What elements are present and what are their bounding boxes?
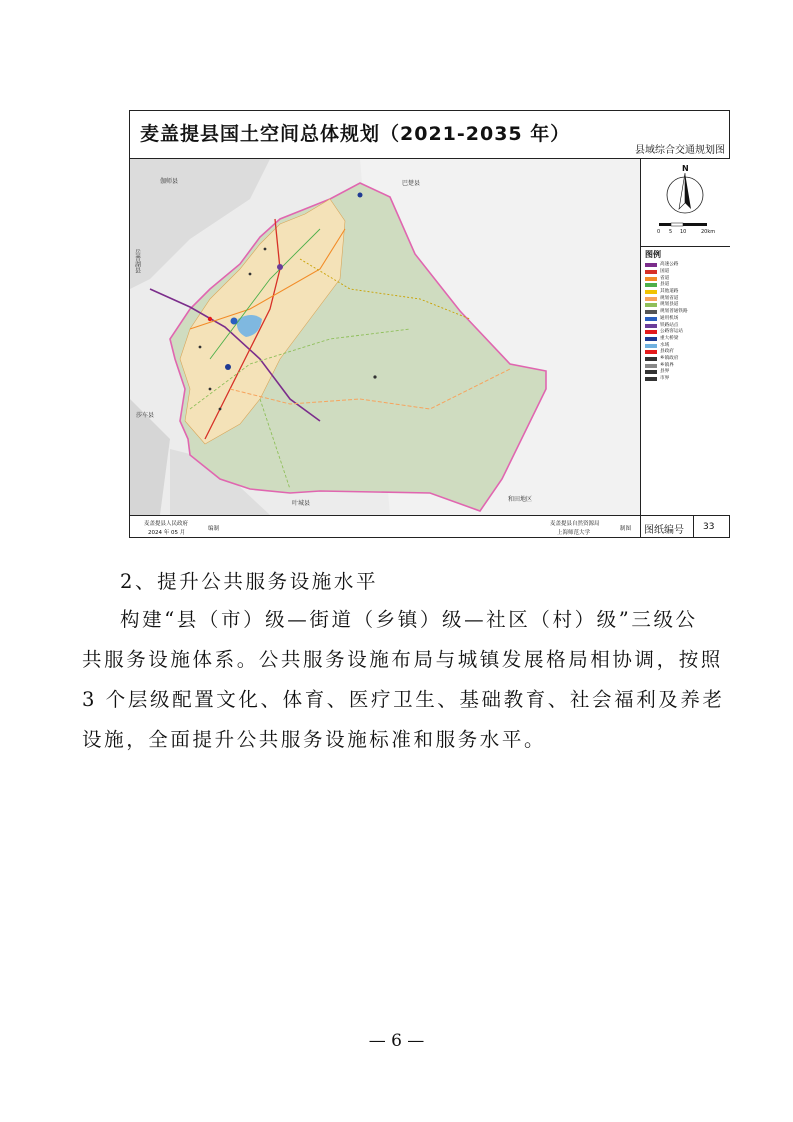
legend-swatch <box>645 297 657 301</box>
legend-list <box>645 262 727 382</box>
legend-label: 高速公路 <box>660 262 679 268</box>
legend-title: 图例 <box>645 250 661 259</box>
page-number: — 6 — <box>368 1031 425 1051</box>
legend-item <box>645 269 727 276</box>
legend-label: 规划县道 <box>660 302 679 308</box>
legend-label: 县界 <box>660 369 670 375</box>
legend-swatch <box>645 377 657 381</box>
scale-label-20: 20km <box>701 229 716 235</box>
drawing-number-label: 图纸编号 <box>644 525 684 536</box>
planning-map-figure <box>129 110 730 538</box>
legend-swatch <box>645 370 657 374</box>
map-title-bar <box>130 111 729 159</box>
map-footer <box>130 515 729 538</box>
legend-label: 县政府 <box>660 349 674 355</box>
legend-item <box>645 342 727 349</box>
legend-swatch <box>645 317 657 321</box>
paragraph-line-4: 设施，全面提升公共服务设施标准和服务水平。 <box>82 728 547 751</box>
label-jiashi: 伽师县 <box>160 178 179 185</box>
legend-label: 规划省道 <box>660 295 679 301</box>
legend-item <box>645 329 727 336</box>
legend-swatch <box>645 364 657 368</box>
paragraph-line-3: 3 个层级配置文化、体育、医疗卫生、基础教育、社会福利及养老 <box>82 688 725 711</box>
legend-label: 规划普通铁路 <box>660 309 688 315</box>
label-shache: 莎车县 <box>136 412 155 419</box>
paragraph-line-1: 构建“县（市）级—街道（乡镇）级—社区（村）级”三级公 <box>120 608 698 631</box>
legend-swatch <box>645 337 657 341</box>
legend-swatch <box>645 303 657 307</box>
legend-item <box>645 369 727 376</box>
section-heading: 2、提升公共服务设施水平 <box>120 570 379 593</box>
legend-swatch <box>645 283 657 287</box>
label-yecheng: 叶城县 <box>292 500 311 507</box>
north-label: N <box>682 164 689 173</box>
legend-item <box>645 309 727 316</box>
legend-swatch <box>645 324 657 328</box>
maker-role: 制图 <box>620 526 632 532</box>
legend-swatch <box>645 350 657 354</box>
legend-item <box>645 295 727 302</box>
map-subtitle: 县域综合交通规划图 <box>635 145 725 156</box>
legend-label: 省道 <box>660 275 670 281</box>
legend-item <box>645 336 727 343</box>
map-legend <box>645 249 727 382</box>
legend-label: 通用机场 <box>660 315 679 321</box>
legend-item <box>645 275 727 282</box>
map-side-panel <box>640 159 730 515</box>
legend-item <box>645 322 727 329</box>
legend-label: 乡镇政府 <box>660 355 679 361</box>
legend-item <box>645 289 727 296</box>
north-arrow-scale <box>641 159 730 247</box>
legend-swatch <box>645 310 657 314</box>
maker-org-1: 麦盖提县自然资源局 <box>550 521 600 527</box>
scale-label-0: 0 <box>657 229 661 235</box>
legend-label: 铁路站点 <box>660 322 679 328</box>
legend-swatch <box>645 277 657 281</box>
legend-label: 乡镇界 <box>660 362 674 368</box>
legend-swatch <box>645 270 657 274</box>
editor-role: 编制 <box>208 526 220 532</box>
compass-icon <box>641 159 730 246</box>
scale-label-5: 5 <box>669 229 673 235</box>
drawing-number-divider <box>693 516 694 538</box>
legend-label: 水域 <box>660 342 670 348</box>
legend-item <box>645 282 727 289</box>
map-title: 麦盖提县国土空间总体规划（2021-2035 年） <box>140 123 571 145</box>
legend-item <box>645 316 727 323</box>
label-hetian: 和田地区 <box>508 496 533 503</box>
legend-item <box>645 349 727 356</box>
drawing-number: 33 <box>703 522 715 532</box>
legend-swatch <box>645 290 657 294</box>
legend-item <box>645 376 727 383</box>
legend-label: 公路客运站 <box>660 329 683 335</box>
scale-label-10: 10 <box>680 229 687 235</box>
footer-divider <box>640 516 641 538</box>
legend-item <box>645 302 727 309</box>
legend-item <box>645 356 727 363</box>
editor-org: 麦盖提县人民政府 <box>144 521 189 527</box>
maker-org-2: 上海师范大学 <box>557 530 591 536</box>
legend-item <box>645 362 727 369</box>
legend-swatch <box>645 344 657 348</box>
legend-label: 重大桥梁 <box>660 335 679 341</box>
legend-label: 市界 <box>660 376 670 382</box>
paragraph-line-2: 共服务设施体系。公共服务设施布局与城镇发展格局相协调，按照 <box>82 648 723 671</box>
legend-swatch <box>645 263 657 267</box>
legend-swatch <box>645 330 657 334</box>
legend-label: 县道 <box>660 282 670 288</box>
map-canvas <box>130 159 640 515</box>
editor-date: 2024 年 05 月 <box>148 530 186 536</box>
legend-swatch <box>645 357 657 361</box>
map-drawing <box>130 159 640 515</box>
legend-label: 国道 <box>660 269 670 275</box>
label-bachu: 巴楚县 <box>402 180 421 187</box>
legend-item <box>645 262 727 269</box>
legend-label: 其他道路 <box>660 289 679 295</box>
label-yuepuhu: 岳普湖县 <box>133 249 141 273</box>
